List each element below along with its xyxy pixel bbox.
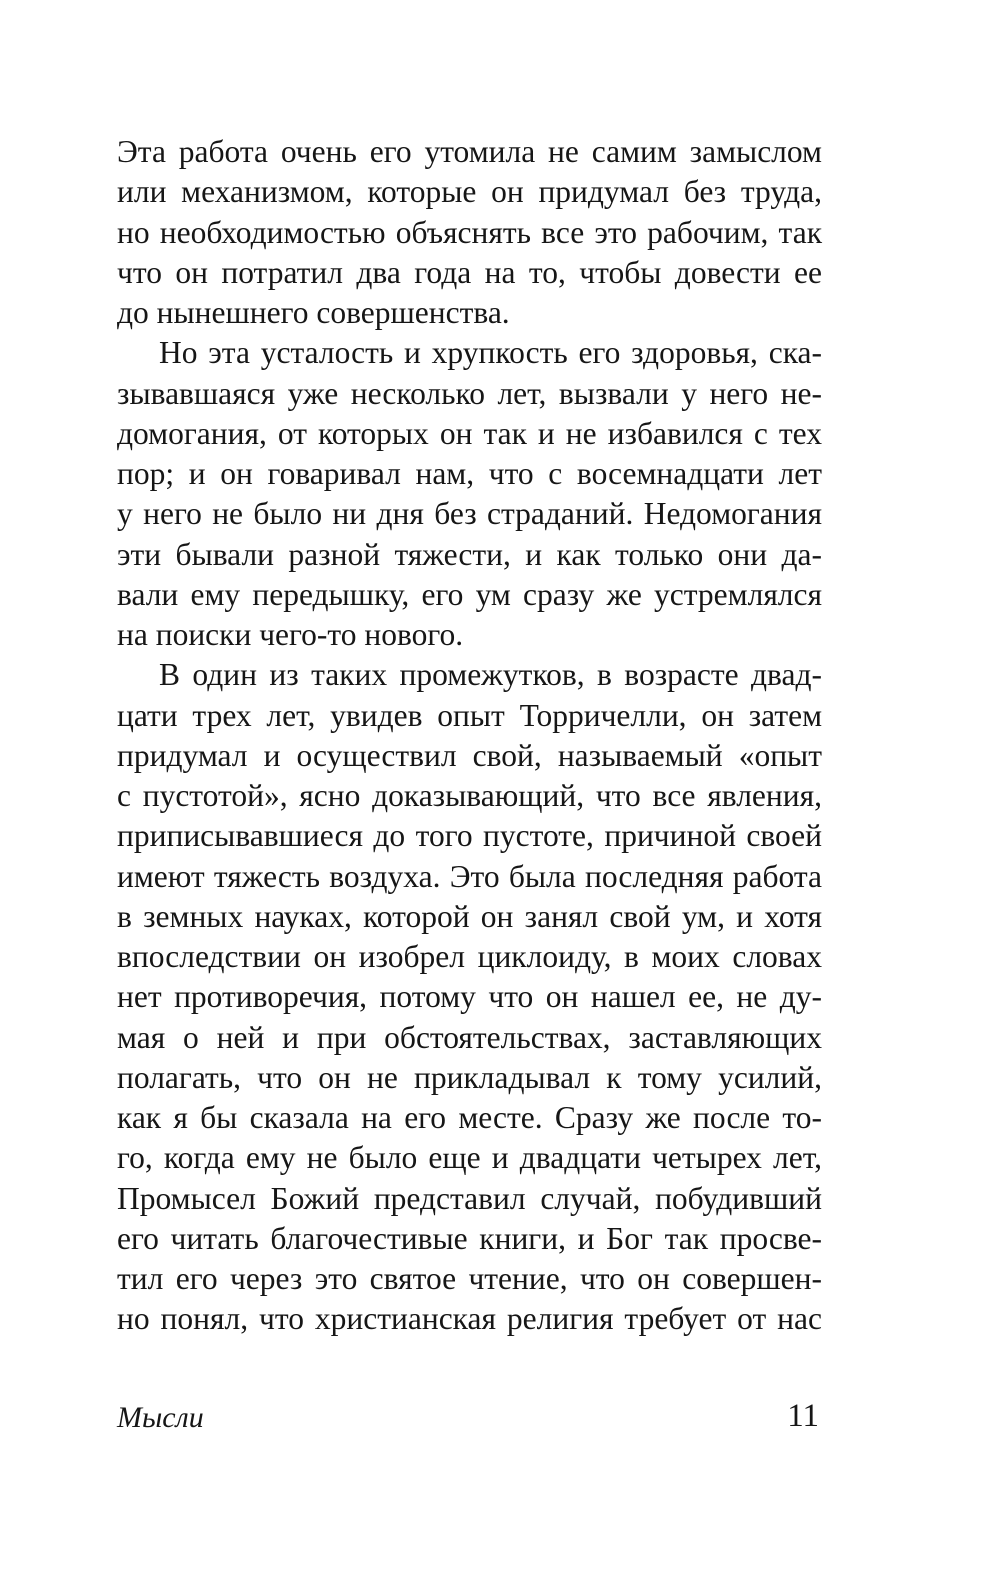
paragraph-start-line: Но эта усталость и хрупкость его здоровья, ска- <box>159 335 822 371</box>
text-line: в земных науках, которой он занял свой ум, и хотя <box>117 898 822 934</box>
running-footer-title: Мысли <box>117 1401 204 1434</box>
text-line: Эта работа очень его утомила не самим замыслом <box>117 134 822 169</box>
paragraph-start-line: В один из таких промежутков, в возрасте двад- <box>159 657 822 693</box>
text-line: придумал и осуществил свой, называемый «опыт <box>117 737 822 773</box>
text-line: с пустотой», ясно доказывающий, что все явления, <box>117 778 822 813</box>
text-line: впоследствии он изобрел циклоиду, в моих словах <box>117 939 822 974</box>
text-line: или механизмом, которые он придумал без труда, <box>117 174 822 210</box>
text-line: цати трех лет, увидев опыт Торричелли, он затем <box>117 697 822 733</box>
text-line: полагать, что он не прикладывал к тому усилий, <box>117 1059 822 1095</box>
text-line: у него не было ни дня без страданий. Недомогания <box>117 496 822 532</box>
page-number: 11 <box>787 1398 819 1434</box>
text-line: зывавшаяся уже несколько лет, вызвали у него не- <box>117 375 822 411</box>
text-line: на поиски чего-то нового. <box>117 617 464 652</box>
text-line: эти бывали разной тяжести, и как только они да- <box>117 536 822 572</box>
text-line: что он потратил два года на то, чтобы довести ее <box>117 254 822 290</box>
text-line: го, когда ему не было еще и двадцати четырех лет, <box>117 1140 822 1176</box>
text-line: но необходимостью объяснять все это рабочим, так <box>117 214 822 250</box>
text-line: домогания, от которых он так и не избавился с тех <box>117 415 822 451</box>
text-line: как я бы сказала на его месте. Сразу же после то- <box>117 1100 822 1135</box>
text-line: пор; и он говаривал нам, что с восемнадцати лет <box>117 456 822 491</box>
text-line: вали ему передышку, его ум сразу же устремлялся <box>117 576 822 612</box>
text-line: нет противоречия, потому что он нашел ее, не ду- <box>117 979 822 1015</box>
body-text <box>117 132 822 1340</box>
text-line: но понял, что христианская религия требует от нас <box>117 1301 822 1337</box>
text-line: приписывавшиеся до того пустоте, причиной своей <box>117 818 822 854</box>
text-line: Промысел Божий представил случай, побудивший <box>117 1180 822 1216</box>
text-line: мая о ней и при обстоятельствах, заставляющих <box>117 1019 822 1055</box>
text-line: его читать благочестивые книги, и Бог так просве- <box>117 1220 822 1256</box>
text-line: тил его через это святое чтение, что он совершен- <box>117 1261 822 1296</box>
text-line: имеют тяжесть воздуха. Это была последняя работа <box>117 858 822 894</box>
text-line: до нынешнего совершенства. <box>117 295 510 330</box>
